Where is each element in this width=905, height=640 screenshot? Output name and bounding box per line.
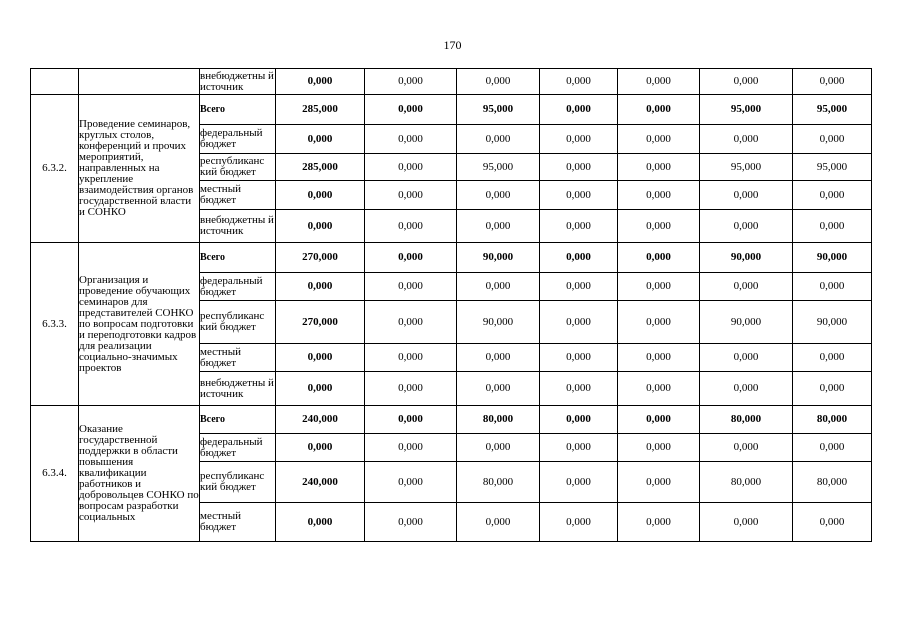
value-cell: 0,000: [540, 95, 618, 125]
table-row: [31, 243, 872, 273]
funding-source-cell: республиканс кий бюджет: [200, 301, 276, 344]
value-cell: 90,000: [457, 243, 540, 273]
value-cell: 0,000: [540, 301, 618, 344]
item-code-cell: 6.3.4.: [31, 406, 79, 542]
value-cell: 285,000: [276, 154, 365, 181]
value-cell: 0,000: [793, 210, 872, 243]
value-cell: 90,000: [700, 301, 793, 344]
funding-source-cell: местный бюджет: [200, 503, 276, 542]
value-cell: 0,000: [618, 344, 700, 372]
value-cell: 0,000: [276, 434, 365, 462]
value-cell: 80,000: [700, 406, 793, 434]
budget-table: [30, 68, 872, 542]
value-cell: 0,000: [276, 210, 365, 243]
value-cell: 95,000: [700, 154, 793, 181]
item-name-cell: [79, 69, 200, 95]
value-cell: 0,000: [540, 406, 618, 434]
value-cell: 0,000: [618, 301, 700, 344]
item-name-cell: [79, 243, 200, 406]
value-cell: 240,000: [276, 462, 365, 503]
value-cell: 0,000: [365, 95, 457, 125]
value-cell: 0,000: [618, 503, 700, 542]
value-cell: 95,000: [793, 95, 872, 125]
value-cell: 80,000: [793, 406, 872, 434]
value-cell: 0,000: [540, 243, 618, 273]
value-cell: 0,000: [618, 154, 700, 181]
value-cell: 90,000: [793, 243, 872, 273]
table-row: [31, 95, 872, 125]
value-cell: 80,000: [700, 462, 793, 503]
value-cell: 0,000: [276, 273, 365, 301]
value-cell: 0,000: [365, 273, 457, 301]
item-name-text: Оказание государственной поддержки в области повышения квалификации работников и добровольцев СОНКО по вопросам разработки социальных: [79, 424, 199, 523]
value-cell: 0,000: [793, 503, 872, 542]
value-cell: 0,000: [793, 69, 872, 95]
value-cell: 0,000: [365, 243, 457, 273]
item-code-cell: 6.3.3.: [31, 243, 79, 406]
value-cell: 270,000: [276, 301, 365, 344]
value-cell: 0,000: [365, 462, 457, 503]
budget-table-body: [31, 69, 872, 542]
value-cell: 0,000: [276, 344, 365, 372]
value-cell: 0,000: [700, 69, 793, 95]
value-cell: 90,000: [700, 243, 793, 273]
value-cell: 0,000: [618, 406, 700, 434]
value-cell: 0,000: [793, 273, 872, 301]
value-cell: 0,000: [618, 462, 700, 503]
funding-source-cell: внебюджетны й источник: [200, 372, 276, 406]
value-cell: 0,000: [793, 434, 872, 462]
value-cell: 0,000: [457, 434, 540, 462]
value-cell: 90,000: [457, 301, 540, 344]
value-cell: 240,000: [276, 406, 365, 434]
value-cell: 0,000: [540, 273, 618, 301]
page-number: 170: [443, 38, 462, 52]
value-cell: 0,000: [365, 406, 457, 434]
value-cell: 0,000: [457, 503, 540, 542]
value-cell: 0,000: [700, 503, 793, 542]
item-code-cell: [31, 69, 79, 95]
value-cell: 285,000: [276, 95, 365, 125]
value-cell: 0,000: [540, 181, 618, 210]
value-cell: 0,000: [457, 210, 540, 243]
value-cell: 0,000: [457, 273, 540, 301]
funding-source-cell: федеральный бюджет: [200, 434, 276, 462]
item-name-cell: [79, 406, 200, 542]
value-cell: 0,000: [365, 154, 457, 181]
value-cell: 0,000: [457, 344, 540, 372]
value-cell: 0,000: [365, 344, 457, 372]
value-cell: 0,000: [365, 210, 457, 243]
value-cell: 0,000: [365, 181, 457, 210]
item-code-cell: 6.3.2.: [31, 95, 79, 243]
value-cell: 0,000: [618, 69, 700, 95]
value-cell: 90,000: [793, 301, 872, 344]
value-cell: 0,000: [618, 273, 700, 301]
value-cell: 0,000: [700, 125, 793, 154]
value-cell: 0,000: [540, 154, 618, 181]
funding-source-cell: местный бюджет: [200, 344, 276, 372]
value-cell: 0,000: [540, 503, 618, 542]
value-cell: 0,000: [540, 434, 618, 462]
table-row: [31, 406, 872, 434]
funding-source-cell: Всего: [200, 406, 276, 434]
value-cell: 0,000: [540, 462, 618, 503]
item-name-text: Организация и проведение обучающих семинаров для представителей СОНКО по вопросам подготовки и переподготовки кадров для реализации социально-значимых проектов: [79, 274, 197, 374]
value-cell: 95,000: [457, 154, 540, 181]
value-cell: 0,000: [793, 344, 872, 372]
value-cell: 0,000: [700, 210, 793, 243]
value-cell: 0,000: [457, 181, 540, 210]
funding-source-cell: внебюджетны й источник: [200, 210, 276, 243]
funding-source-cell: федеральный бюджет: [200, 273, 276, 301]
value-cell: 0,000: [457, 69, 540, 95]
value-cell: 0,000: [618, 95, 700, 125]
funding-source-cell: внебюджетны й источник: [200, 69, 274, 93]
funding-source-cell: Всего: [200, 95, 276, 125]
value-cell: 0,000: [365, 301, 457, 344]
value-cell: 0,000: [700, 372, 793, 406]
funding-source-cell: Всего: [200, 243, 276, 273]
value-cell: 0,000: [618, 125, 700, 154]
value-cell: 0,000: [793, 181, 872, 210]
value-cell: 0,000: [276, 125, 365, 154]
value-cell: 80,000: [457, 462, 540, 503]
value-cell: 0,000: [618, 434, 700, 462]
value-cell: 0,000: [365, 372, 457, 406]
value-cell: 0,000: [365, 125, 457, 154]
item-name-cell: [79, 95, 200, 243]
funding-source-cell: республиканс кий бюджет: [200, 154, 276, 181]
table-row: [31, 69, 872, 95]
value-cell: 0,000: [700, 344, 793, 372]
value-cell: 0,000: [540, 372, 618, 406]
value-cell: 0,000: [276, 372, 365, 406]
value-cell: 95,000: [457, 95, 540, 125]
value-cell: 0,000: [540, 125, 618, 154]
value-cell: 0,000: [793, 372, 872, 406]
value-cell: 0,000: [365, 503, 457, 542]
value-cell: 95,000: [700, 95, 793, 125]
value-cell: 0,000: [276, 181, 365, 210]
funding-source-cell: федеральный бюджет: [200, 125, 276, 154]
value-cell: 0,000: [700, 434, 793, 462]
value-cell: 80,000: [793, 462, 872, 503]
value-cell: 0,000: [457, 125, 540, 154]
value-cell: 270,000: [276, 243, 365, 273]
value-cell: 0,000: [457, 372, 540, 406]
value-cell: 0,000: [618, 243, 700, 273]
funding-source-cell: местный бюджет: [200, 181, 276, 210]
value-cell: 80,000: [457, 406, 540, 434]
value-cell: 0,000: [540, 210, 618, 243]
value-cell: 0,000: [618, 210, 700, 243]
value-cell: 0,000: [700, 273, 793, 301]
value-cell: 0,000: [540, 344, 618, 372]
value-cell: 0,000: [276, 69, 365, 95]
value-cell: 0,000: [793, 125, 872, 154]
value-cell: 0,000: [276, 503, 365, 542]
value-cell: 0,000: [618, 181, 700, 210]
item-name-text: Проведение семинаров, круглых столов, конференций и прочих мероприятий, направленных на укрепление взаимодействия органов государственной власти и СОНКО: [79, 119, 194, 218]
value-cell: 0,000: [540, 69, 618, 95]
value-cell: 0,000: [618, 372, 700, 406]
value-cell: 95,000: [793, 154, 872, 181]
funding-source-cell: республиканс кий бюджет: [200, 462, 276, 503]
value-cell: 0,000: [365, 69, 457, 95]
value-cell: 0,000: [365, 434, 457, 462]
value-cell: 0,000: [700, 181, 793, 210]
